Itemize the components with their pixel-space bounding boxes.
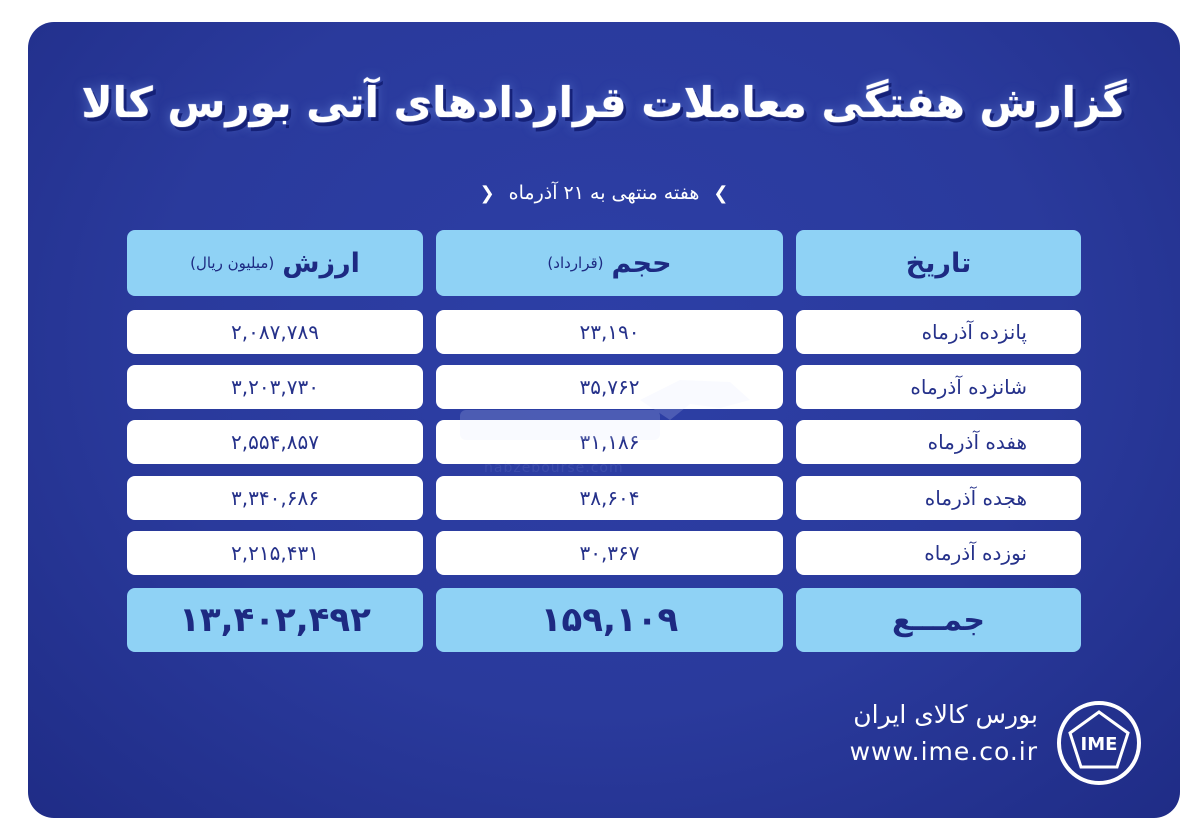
footer-org-name: بورس کالای ایران	[853, 700, 1038, 729]
chevron-right-icon: ❯	[713, 182, 729, 204]
report-title: گزارش هفتگی معاملات قراردادهای آتی بورس کالا	[81, 78, 1127, 127]
header-value	[127, 230, 423, 296]
row-1-date: پانزده آذرماه	[796, 310, 1081, 354]
logo-text: IME	[1080, 734, 1118, 755]
row-4-value: ۳,۳۴۰,۶۸۶	[127, 476, 423, 520]
row-5-volume: ۳۰,۳۶۷	[436, 531, 783, 575]
total-value: ۱۳,۴۰۲,۴۹۲	[127, 588, 423, 652]
row-3-value: ۲,۵۵۴,۸۵۷	[127, 420, 423, 464]
row-4-date: هجده آذرماه	[796, 476, 1081, 520]
header-value-unit: (میلیون ریال)	[190, 254, 275, 272]
header-volume	[436, 230, 783, 296]
row-3-volume: ۳۱,۱۸۶	[436, 420, 783, 464]
header-date	[796, 230, 1081, 296]
row-2-value: ۳,۲۰۳,۷۳۰	[127, 365, 423, 409]
header-value-label: ارزش	[282, 247, 360, 279]
chevron-left-icon: ❮	[479, 182, 495, 204]
row-1-volume: ۲۳,۱۹۰	[436, 310, 783, 354]
row-4-volume: ۳۸,۶۰۴	[436, 476, 783, 520]
footer-url[interactable]: www.ime.co.ir	[849, 737, 1038, 766]
row-2-volume: ۳۵,۷۶۲	[436, 365, 783, 409]
header-date-label: تاریخ	[905, 247, 972, 279]
total-volume: ۱۵۹,۱۰۹	[436, 588, 783, 652]
header-volume-unit: (قرارداد)	[547, 254, 604, 272]
header-volume-label: حجم	[611, 247, 672, 279]
row-1-value: ۲,۰۸۷,۷۸۹	[127, 310, 423, 354]
report-subtitle	[28, 182, 1180, 204]
footer	[850, 700, 1038, 766]
row-2-date: شانزده آذرماه	[796, 365, 1081, 409]
row-3-date: هفده آذرماه	[796, 420, 1081, 464]
total-label: جمـــع	[796, 588, 1081, 652]
ime-logo-icon	[1056, 700, 1142, 786]
row-5-date: نوزده آذرماه	[796, 531, 1081, 575]
subtitle-text: هفته منتهی به ۲۱ آذرماه	[508, 182, 700, 204]
row-5-value: ۲,۲۱۵,۴۳۱	[127, 531, 423, 575]
